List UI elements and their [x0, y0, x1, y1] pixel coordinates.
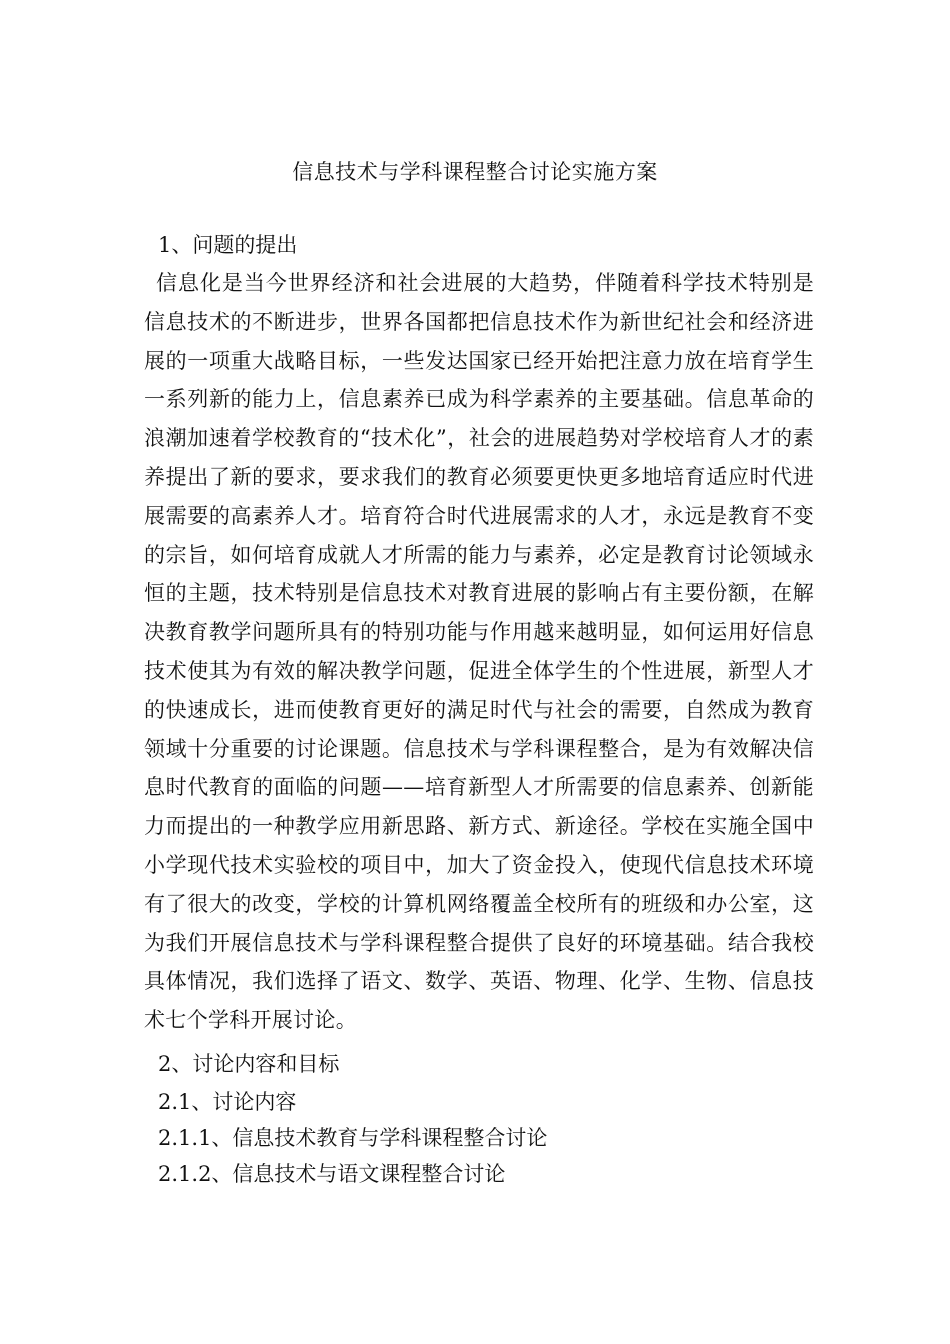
- section-heading-2: 2、讨论内容和目标: [158, 1052, 340, 1076]
- subsection-heading-2-1: 2.1、讨论内容: [158, 1090, 297, 1114]
- document-title: 信息技术与学科课程整合讨论实施方案: [292, 160, 658, 184]
- section-1-paragraph: 信息化是当今世界经济和社会进展的大趋势，伴随着科学技术特别是信息技术的不断进步，世界各国都把信息技术作为新世纪社会和经济进展的一项重大战略目标，一些发达国家已经开始把注意力放在培育学生一系列新的能力上，信息素养已成为科学素养的主要基础。信息革命的浪潮加速着学校教育的“技术化”，社会的进展趋势对学校培育人才的素养提出了新的要求，要求我们的教育必须要更快更多地培育适应时代进展需要的高素养人才。培育符合时代进展需求的人才，永远是教育不变的宗旨，如何培育成就人才所需的能力与素养，必定是教育讨论领域永恒的主题，技术特别是信息技术对教育进展的影响占有主要份额，在解决教育教学问题所具有的特别功能与作用越来越明显，如何运用好信息技术使其为有效的解决教学问题，促进全体学生的个性进展，新型人才的快速成长，进而使教育更好的满足时代与社会的需要，自然成为教育领域十分重要的讨论课题。信息技术与学科课程整合，是为有效解决信息时代教育的面临的问题——培育新型人才所需要的信息素养、创新能力而提出的一种教学应用新思路、新方式、新途径。学校在实施全国中小学现代技术实验校的项目中，加大了资金投入，使现代信息技术环境有了很大的改变，学校的计算机网络覆盖全校所有的班级和办公室，这为我们开展信息技术与学科课程整合提供了良好的环境基础。结合我校具体情况，我们选择了语文、数学、英语、物理、化学、生物、信息技术七个学科开展讨论。: [144, 271, 814, 1033]
- list-item: 2.1.2、信息技术与语文课程整合讨论: [158, 1162, 506, 1186]
- list-item: 2.1.1、信息技术教育与学科课程整合讨论: [158, 1126, 548, 1150]
- section-heading-1: 1、问题的提出: [158, 233, 298, 257]
